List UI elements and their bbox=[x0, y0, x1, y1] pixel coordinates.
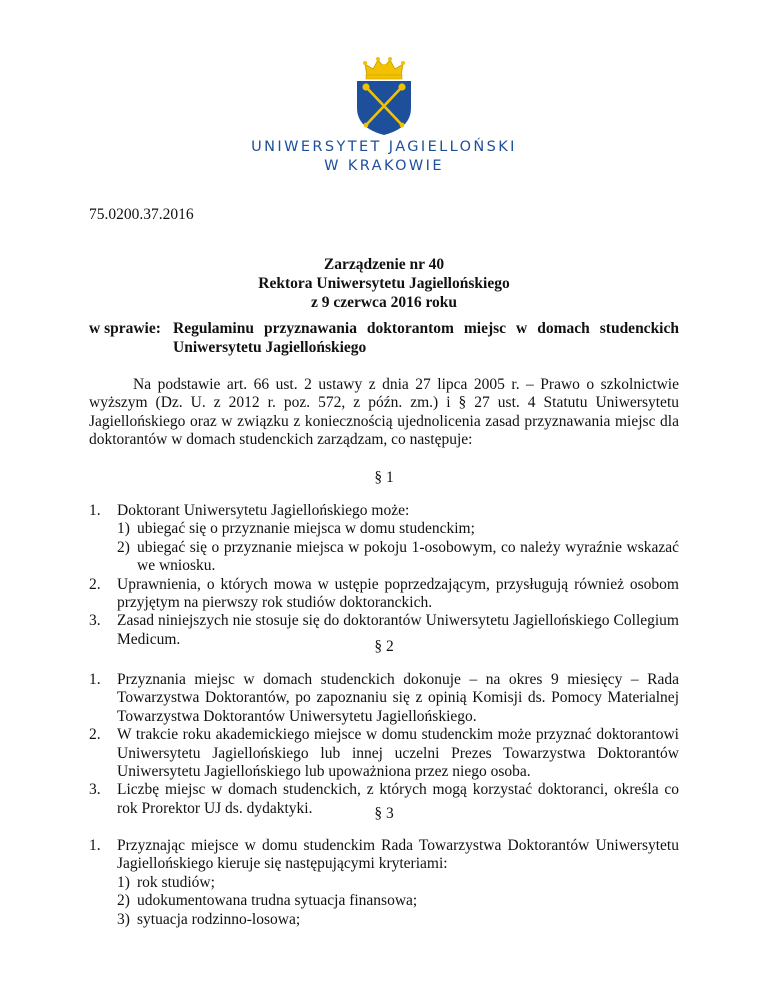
sub-item bbox=[117, 892, 679, 910]
reference-number: 75.0200.37.2016 bbox=[89, 206, 194, 223]
item-number: 1. bbox=[89, 671, 101, 688]
intro-text: Na podstawie art. 66 ust. 2 ustawy z dnia 27 lipca 2005 r. – Prawo o szkolnictwie wyższym (Dz. U. z 2012 r. poz. 572, z późn. zm.) i § 27 ust. 4 Statutu Uniwersytetu Jagiellońskiego oraz w związku z koniecznością ujednolicenia zasad przyznawania miejsc dla doktorantów w domach studenckich zarządzam, co następuje: bbox=[89, 376, 679, 449]
ordinance-issuer: Rektora Uniwersytetu Jagiellońskiego bbox=[258, 275, 510, 292]
item-number: 1. bbox=[89, 837, 101, 854]
sub-item-number: 3) bbox=[117, 910, 130, 928]
university-city: W KRAKOWIE bbox=[324, 158, 444, 174]
subject-line-2: Uniwersytetu Jagiellońskiego bbox=[173, 339, 367, 356]
sub-item-number: 2) bbox=[117, 538, 130, 556]
section-heading-3: § 3 bbox=[374, 805, 394, 822]
list-item bbox=[89, 502, 679, 576]
item-text: Doktorant Uniwersytetu Jagiellońskiego może: bbox=[117, 502, 410, 519]
ordinance-title: Zarządzenie nr 40 bbox=[323, 256, 445, 273]
item-text: Uprawnienia, o których mowa w ustępie poprzedzającym, przysługują również osobom przyjętym na pierwszy rok studiów doktoranckich. bbox=[117, 575, 679, 612]
ordinance-date: z 9 czerwca 2016 roku bbox=[310, 294, 458, 311]
sub-item-number: 2) bbox=[117, 892, 130, 910]
subject-label: w sprawie: bbox=[89, 320, 161, 337]
item-number: 3. bbox=[89, 612, 101, 630]
sub-item bbox=[117, 539, 679, 576]
university-emblem-logo bbox=[351, 56, 417, 136]
intro-paragraph bbox=[89, 376, 679, 450]
item-number: 3. bbox=[89, 781, 101, 799]
section-1-list bbox=[89, 502, 679, 649]
sub-item-number: 1) bbox=[117, 873, 130, 891]
sub-item-text: rok studiów; bbox=[137, 873, 215, 891]
item-number: 2. bbox=[89, 575, 101, 593]
sub-item bbox=[117, 520, 679, 538]
section-2-list bbox=[89, 671, 679, 818]
sub-item-text: ubiegać się o przyznanie miejsca w domu studenckim; bbox=[137, 520, 475, 538]
section-3-list bbox=[89, 837, 679, 929]
item-text: Liczbę miejsc w domach studenckich, z których mogą korzystać doktoranci, określa co rok Prorektor UJ ds. dydaktyki. bbox=[117, 781, 679, 817]
list-item bbox=[89, 726, 679, 781]
list-item bbox=[89, 837, 679, 929]
item-text: Przyznania miejsc w domach studenckich dokonuje – na okres 9 miesięcy – Rada Towarzystwa Doktorantów, po zapoznaniu się z opinią Komisji ds. Pomocy Materialnej Towarzystwa Doktorantów Uniwersytetu Jagiellońskiego. bbox=[117, 671, 679, 725]
university-name: UNIWERSYTET JAGIELLOŃSKI bbox=[251, 139, 517, 155]
list-item bbox=[89, 576, 679, 613]
sub-item-text: ubiegać się o przyznanie miejsca w pokoju 1-osobowym, co należy wyraźnie wskazać we wniosku. bbox=[137, 538, 679, 575]
crown-icon bbox=[363, 57, 405, 79]
item-text: W trakcie roku akademickiego miejsce w domu studenckim może przyznać doktorantowi Uniwersytetu Jagiellońskiego lub innej uczelni Prezes Towarzystwa Doktorantów Uniwersytetu Jagiellońskiego lub upoważniona przez niego osoba. bbox=[117, 726, 679, 781]
subject-line-1: Regulaminu przyznawania doktorantom miejsc w domach studenckich bbox=[173, 320, 679, 337]
sub-item-number: 1) bbox=[117, 520, 130, 538]
section-heading-2: § 2 bbox=[374, 638, 394, 655]
section-heading-1: § 1 bbox=[374, 469, 394, 486]
sub-item bbox=[117, 874, 679, 892]
item-number: 1. bbox=[89, 502, 101, 519]
item-text: Przyznając miejsce w domu studenckim Rada Towarzystwa Doktorantów Uniwersytetu Jagiellońskiego kieruje się następującymi kryteriami: bbox=[117, 837, 679, 873]
item-number: 2. bbox=[89, 726, 101, 744]
sub-item-text: sytuacja rodzinno-losowa; bbox=[137, 910, 301, 928]
list-item bbox=[89, 671, 679, 726]
sub-item-text: udokumentowana trudna sytuacja finansowa; bbox=[137, 892, 418, 910]
item-text: Zasad niniejszych nie stosuje się do doktorantów Uniwersytetu Jagiellońskiego Collegium Medicum. bbox=[117, 612, 679, 648]
sub-item bbox=[117, 911, 679, 929]
